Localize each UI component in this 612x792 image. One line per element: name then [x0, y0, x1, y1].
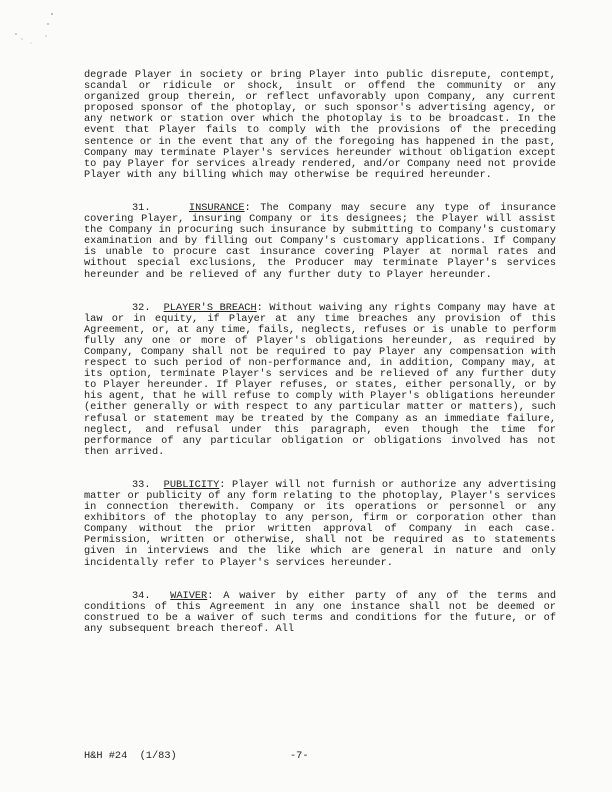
- paragraph-heading: INSURANCE: [188, 201, 245, 214]
- paragraph-heading: PLAYER'S BREACH: [163, 301, 257, 314]
- paragraph-31-insurance: [84, 203, 556, 281]
- paragraph-34-waiver: [84, 591, 556, 635]
- paragraph-number: 31.: [132, 201, 151, 214]
- paragraph-number: 33.: [132, 478, 151, 491]
- paragraph-33-publicity: [84, 480, 556, 569]
- paragraph-text: : Player will not furnish or authorize any advertising matter or publicity of any form relating to the photoplay, Player's services in connection therewith. Company or its operations or personnel or any exhibitors of the photoplay to any person, firm or corporation other than Company without the prior written approval of Company in each case. Permission, written or otherwise, shall not be required as to statements given in interviews and the like which are general in nature and only incidentally refer to Player's services hereunder.: [84, 478, 556, 569]
- paragraph-heading: WAIVER: [170, 589, 208, 602]
- paragraph-text: degrade Player in society or bring Player into public disrepute, contempt, scandal or ridicule or shock, insult or offend the community or any organized group therein, or reflect unfavorably upon Company, any current proposed sponsor of the photoplay, or such sponsor's advertising agency, or any network or station over which the photoplay is to be broadcast. In the event that Player fails to comply with the provisions of the preceding sentence or in the event that any of the foregoing has happened in the past, Company may terminate Player's services hereunder without obligation except to pay Player for services already rendered, and/or Company need not provide Player with any billing which may otherwise be required hereunder.: [84, 69, 556, 181]
- paragraph-number: 32.: [132, 301, 151, 314]
- page-number: -7-: [290, 750, 309, 762]
- paragraph-number: 34.: [132, 589, 151, 602]
- paragraph-text: : The Company may secure any type of insurance covering Player, insuring Company or its designees; the Player will assist the Company in procuring such insurance by submitting to Company's customary examination and by filling out Company's customary applications. If Company is unable to procure cast insurance covering Player at normal rates and without special exclusions, the Producer may terminate Player's services hereunder and be relieved of any further duty to Player hereunder.: [84, 201, 556, 281]
- paragraph-text: : A waiver by either party of any of the terms and conditions of this Agreement in any one instance shall not be deemed or construed to be a waiver of such terms and conditions for the future, or of any subsequent breach thereof. All: [84, 589, 557, 635]
- paragraph-continuation: [84, 70, 556, 181]
- form-identifier: H&H #24 (1/83): [84, 750, 177, 762]
- paragraph-heading: PUBLICITY: [163, 478, 220, 491]
- scan-specks: [8, 8, 58, 48]
- document-body: [84, 70, 556, 657]
- paragraph-32-players-breach: [84, 303, 556, 458]
- paragraph-text: : Without waiving any rights Company may have at law or in equity, if Player at any time breaches any provision of this Agreement, or, at any time, fails, neglects, refuses or is unable to perform fully any one or more of Player's obligations hereunder, as required by Company, Company shall not be required to pay Player any compensation with respect to such period of non-performance and, in addition, Company may, at its option, terminate Player's services and be relieved of any further duty to Player hereunder. If Player refuses, or states, either personally, or by his agent, that he will refuse to comply with Player's obligations hereunder (either generally or with respect to any particular matter or matters), such refusal or statement may be treated by the Company as an immediate failure, neglect, and refusal under this paragraph, even though the time for performance of any particular obligation or obligations involved has not then arrived.: [84, 301, 557, 458]
